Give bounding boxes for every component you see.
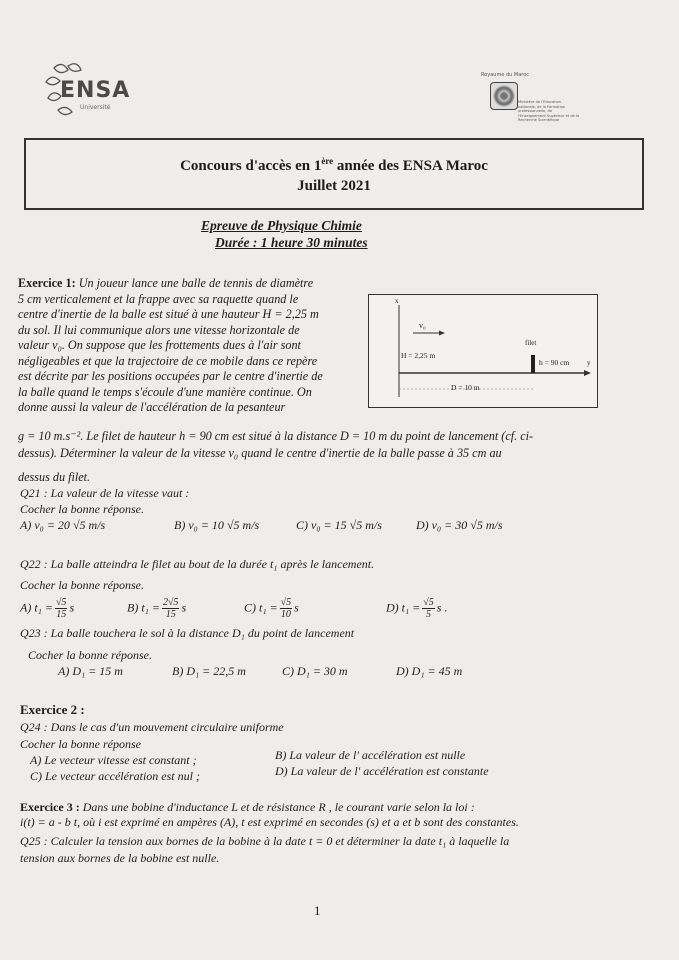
q22-option-b[interactable]	[127, 597, 186, 620]
option-text: D₁ = 15 m	[72, 664, 123, 678]
option-lhs: v₀ = 10	[188, 518, 224, 532]
q22-option-a[interactable]	[20, 597, 74, 620]
option-letter: D)	[396, 664, 409, 678]
exam-subject: Epreuve de Physique Chimie	[201, 218, 362, 233]
option-unit: s	[69, 600, 75, 615]
q22-option-d[interactable]	[386, 597, 447, 620]
q23-option-d[interactable]	[396, 664, 462, 679]
exercise1-figure	[368, 294, 598, 408]
option-unit: m/s	[365, 518, 382, 532]
velocity-label: v₀	[419, 321, 426, 330]
q21-option-b[interactable]	[174, 518, 259, 533]
axis-x-label: x	[395, 297, 399, 305]
q22-title: Q22 : La balle atteindra le filet au bout de la durée t₁ après le lancement.	[20, 557, 375, 571]
option-letter: D)	[386, 600, 399, 615]
fraction-numerator: 2√5	[162, 597, 179, 608]
contest-title-sup: ère	[321, 156, 334, 166]
option-unit: s .	[436, 600, 448, 615]
fraction	[280, 597, 293, 620]
exercise1-line-3: du sol. Il lui communique alors une vitesse horizontale de	[18, 322, 300, 337]
net-height-label: h = 90 cm	[539, 358, 570, 367]
option-text: D₁ = 30 m	[297, 664, 348, 678]
exercise3-law: i(t) = a - b t, où i est exprimé en ampères (A), t est exprimé en secondes (s) et a et b sont des constantes.	[20, 815, 519, 829]
fraction	[55, 597, 68, 620]
q23-title: Q23 : La balle touchera le sol à la distance D₁ du point de lancement	[20, 626, 355, 640]
exercise1-full-line-1: dessus). Déterminer la valeur de la vitesse v₀ quand le centre d'inertie de la balle passe à 35 cm au	[18, 446, 502, 460]
q23-option-c[interactable]	[282, 664, 348, 679]
option-letter: D)	[416, 518, 429, 532]
option-unit: m/s	[88, 518, 106, 532]
ensa-logo-text: ENSA	[60, 78, 131, 103]
option-letter: C)	[244, 600, 256, 615]
exercise1-line-7: la balle quand le temps s'écoule d'une manière continue. On	[18, 384, 312, 399]
contest-title-part2: année des ENSA Maroc	[333, 158, 488, 174]
ensa-logo-subtext: Université	[80, 104, 111, 111]
option-lhs: v₀ = 20	[34, 518, 70, 532]
q25-line-2: tension aux bornes de la bobine est nulle.	[20, 851, 220, 865]
option-text: D₁ = 45 m	[411, 664, 463, 678]
fraction	[422, 597, 435, 620]
ensa-logo	[40, 58, 160, 118]
option-letter: A)	[20, 600, 32, 615]
exercise2-label: Exercice 2 :	[20, 702, 85, 717]
ministry-title: Royaume du Maroc	[480, 72, 530, 78]
option-lhs: t₁ =	[34, 600, 53, 615]
q24-option-b[interactable]: B) La valeur de l' accélération est nulle	[275, 748, 466, 762]
q23-option-b[interactable]	[172, 664, 246, 679]
option-lhs: v₀ = 15	[311, 518, 347, 532]
q22-instruction: Cocher la bonne réponse.	[20, 578, 144, 592]
exercise1-full-line-0: g = 10 m.s⁻². Le filet de hauteur h = 90 cm est situé à la distance D = 10 m du point de lancement (cf. ci-	[18, 429, 534, 443]
velocity-arrowhead-icon	[439, 331, 445, 336]
contest-date: Juillet 2021	[297, 178, 371, 194]
exercise1-text	[18, 276, 360, 416]
option-unit: m/s	[242, 518, 260, 532]
option-radical: √5	[349, 518, 363, 532]
exercise1-line-0: Un joueur lance une balle de tennis de diamètre	[78, 276, 314, 290]
fraction-numerator: √5	[423, 597, 434, 608]
exercise1-line-4: valeur v₀. On suppose que les frottements dues à l'air sont	[18, 338, 301, 352]
exercise1-line	[18, 276, 360, 292]
exam-duration: Durée : 1 heure 30 minutes	[215, 235, 368, 250]
option-lhs: v₀ = 30	[431, 518, 468, 532]
option-lhs: t₁ =	[141, 600, 160, 615]
q24-title: Q24 : Dans le cas d'un mouvement circulaire uniforme	[20, 720, 284, 734]
option-letter: C)	[296, 518, 308, 532]
fraction-denominator: 15	[56, 609, 67, 620]
option-letter: A)	[20, 518, 32, 532]
q24-option-d[interactable]: D) La valeur de l' accélération est constante	[275, 764, 489, 778]
contest-title	[26, 156, 642, 175]
exercise1-full-line-2: dessus du filet.	[18, 470, 91, 484]
fraction	[162, 597, 180, 620]
q21-instruction: Cocher la bonne réponse.	[20, 502, 144, 516]
fraction-denominator: 5	[426, 609, 432, 620]
exercise1-line-2: centre d'inertie de la balle est situé à une hauteur H = 2,25 m	[18, 307, 319, 321]
q24-option-a[interactable]: A) Le vecteur vitesse est constant ;	[30, 753, 197, 767]
q21-option-c[interactable]	[296, 518, 382, 533]
q23-instruction: Cocher la bonne réponse.	[28, 648, 152, 662]
height-label: H = 2,25 m	[401, 351, 436, 360]
title-box	[24, 138, 644, 210]
option-unit: s	[181, 600, 187, 615]
exercise1-line-1: 5 cm verticalement et la frappe avec sa raquette quand le	[18, 291, 299, 306]
exercise3-intro: Dans une bobine d'inductance L et de résistance R , le courant varie selon la loi :	[82, 800, 475, 814]
option-unit: m/s	[485, 518, 503, 532]
q22-options	[20, 595, 660, 625]
q21-option-d[interactable]	[416, 518, 503, 533]
option-radical: √5	[72, 518, 86, 532]
option-lhs: t₁ =	[401, 600, 421, 615]
q21-title: Q21 : La valeur de la vitesse vaut :	[20, 486, 190, 500]
ministry-logo	[470, 72, 580, 136]
q25-line-1: Q25 : Calculer la tension aux bornes de la bobine à la date t = 0 et déterminer la date t₁ à laquelle la	[20, 834, 510, 848]
fraction-denominator: 15	[165, 609, 176, 620]
exercise3-intro-line	[20, 800, 660, 815]
q21-option-a[interactable]	[20, 518, 105, 533]
y-axis-arrow-icon	[584, 370, 591, 376]
option-radical: √5	[470, 518, 483, 532]
option-unit: s	[294, 600, 299, 615]
net-label: filet	[525, 339, 537, 347]
option-radical: √5	[226, 518, 240, 532]
exercise3-label: Exercice 3 :	[20, 800, 80, 814]
ministry-emblem-icon	[490, 82, 518, 110]
exercise1-line-6: est décrite par les positions occupées par le centre d'inertie de	[18, 369, 323, 383]
option-letter: B)	[174, 518, 186, 532]
axis-y-label: y	[587, 359, 591, 367]
fraction-denominator: 10	[280, 609, 291, 620]
q24-option-c[interactable]: C) Le vecteur accélération est nul ;	[30, 769, 200, 783]
option-text: D₁ = 22,5 m	[186, 664, 246, 678]
option-letter: A)	[58, 664, 70, 678]
contest-title-part1: Concours d'accès en 1	[180, 158, 322, 174]
page-number: 1	[314, 903, 321, 918]
option-letter: B)	[127, 600, 139, 615]
option-letter: C)	[282, 664, 294, 678]
q24-instruction: Cocher la bonne réponse	[20, 737, 141, 751]
option-lhs: t₁ =	[259, 600, 278, 615]
fraction-numerator: √5	[280, 597, 292, 608]
exercise1-label: Exercice 1:	[18, 276, 76, 290]
distance-label: D = 10 m	[451, 383, 480, 392]
ministry-caption: Ministère de l'Education nationale, de la Formation professionnelle, de l'Enseignement Supérieur et de la Recherche Scientifique	[518, 100, 580, 122]
q22-option-c[interactable]	[244, 597, 299, 620]
q23-option-a[interactable]	[58, 664, 123, 679]
option-letter: B)	[172, 664, 184, 678]
exercise1-line-8: donne aussi la valeur de l'accélération de la pesanteur	[18, 400, 286, 414]
exercise1-line-5: négligeables et que la trajectoire de ce mobile dans ce repère	[18, 353, 318, 368]
fraction-numerator: √5	[55, 597, 67, 608]
